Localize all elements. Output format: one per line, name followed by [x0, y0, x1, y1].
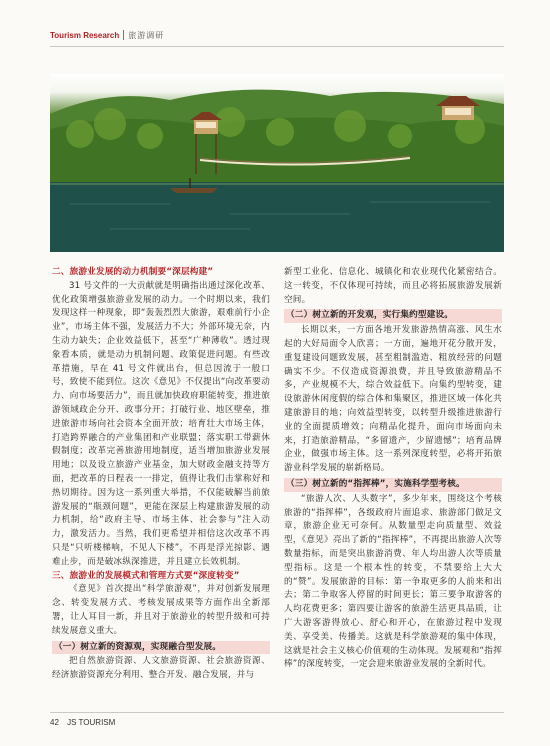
running-header — [50, 28, 164, 42]
landscape-photo-illustration — [50, 74, 504, 252]
body-paragraph: 长期以来，一方面各地开发旅游热情高涨、风生水起的大好局面令人欣喜；一方面，遍地开花分散开发，重复建设问题致发展，甚至粗制滥造、粗放经营的问题确实不少。不仅造成资源浪费，并且导致旅游精品不多，产业规模不大，综合效益低下。向集约型转变，建设旅游休闲度假的综合体和集聚区，推进区域一体化共建旅游目的地；向效益型转变，以转型升级推进旅游行业的全面提质增效；向精品化提升，面向市场面向未来，打造旅游精品，“多留遗产，少留遗憾”；培育品牌企业，做强市场主体。这一系列深度转型，必将开拓旅游业科学发展的崭新格局。 — [284, 325, 502, 474]
journal-name: JS TOURISM — [67, 718, 116, 727]
body-paragraph: 《意见》首次提出“科学旅游观”，并对创新发展理念、转变发展方式、考核发展成果等方面作出全新部署，让人耳目一新，并且对于旅游业的转型升级和可持续发展意义重大。 — [52, 584, 270, 636]
footer-rule — [50, 712, 504, 713]
subsection-heading: （二）树立新的开发观，实行集约型建设。 — [284, 309, 502, 323]
body-paragraph: 31 号文件的一大贡献就是明确指出通过深化改革、优化政策增强旅游业发展的动力。一个时期以来，我们发现这样一种现象，即“轰轰烈烈大旅游，艰难前行小企业”，市场主体不强，发展活力不大；外部环境无奈，内生动力缺失；企业效益低下，甚至“广种薄收”。透过现象看本质，就是动力机制问题、政策促进问题。有些改革措施，早在 41 号文件就出台，但总因流于一般口号，致使不能到位。这次《意见》不仅提出“向改革要动力、向市场要活力”，而且就加快政府职能转变，推进旅游领域政企分开、政事分开；打破行业、地区壁垒，推进旅游市场向社会资本全面开放；培育壮大市场主体，打造跨界融合的产业集团和产业联盟；落实职工带薪休假制度；改革完善旅游用地制度，适当增加旅游业发展用地；以及设立旅游产业基金，加大财政金融支持等方面，把改革的日程表一一排定，值得让我们击掌称好和热切期待。因为这一系列重大举措，不仅能破解当前旅游发展的“瓶颈问题”，更能在深层上构建旅游发展的动力机制，给“政府主导、市场主体、社会参与”注入动力，激发活力。当然，我们更希望并相信这次改革不再只是“只听楼梯响，不见人下楼”，不再是浮光掠影、遇难止步，而是破冰纵深推进，并且建立长效机制。 — [52, 280, 270, 567]
page-number: 42 — [50, 718, 59, 727]
header-divider — [123, 30, 124, 40]
header-english-title: Tourism Research — [50, 30, 120, 40]
body-paragraph: “旅游人次、人头数字”，多少年来，围绕这个考核旅游的“指挥棒”，各级政府片面追求、旅游部门做足文章，旅游企业无可奈何。从数量型走向质量型、效益型，《意见》亮出了新的“指挥棒”，不再提出旅游人次等数量指标，而是突出旅游消费、年人均出游人次等质量型指标。这是一个根本性的转变，不禁要给上大大的“赞”。发展旅游的目标：第一争取更多的人前来和出去；第二争取客人停留的时间更长；第三要争取游客的人均花费更多；第四要让游客的旅游生活更具品质，让广大游客游得放心、舒心和开心，在旅游过程中发现美、享受美、传播美。这就是科学旅游观的集中体现，这就是社会主义核心价值观的生动体现。发展观和“指挥棒”的深度转变，一定会迎来旅游业发展的全新时代。 — [284, 493, 502, 670]
subsection-heading: （一）树立新的资源观，实现融合型发展。 — [52, 641, 270, 655]
subsection-heading: （三）树立新的“指挥棒”，实施科学型考核。 — [284, 478, 502, 492]
landscape-photo — [50, 74, 504, 252]
section-heading: 二、旅游业发展的动力机制要“深层构建” — [52, 267, 214, 277]
left-column — [52, 266, 270, 683]
section-heading: 三、旅游业的发展模式和管理方式要“深度转变” — [52, 570, 240, 581]
body-paragraph: 把自然旅游资源、人文旅游资源、社会旅游资源、经济旅游资源充分利用、整合开发、融合发展，并与 — [52, 656, 270, 681]
header-rule — [50, 46, 504, 47]
right-column — [284, 266, 502, 672]
body-paragraph: 新型工业化、信息化、城镇化和农业现代化紧密结合。这一转变，不仅体现可持续，而且必将拓展旅游发展新空间。 — [284, 267, 502, 305]
header-chinese-title: 旅游调研 — [128, 30, 165, 40]
page-footer — [50, 718, 115, 727]
